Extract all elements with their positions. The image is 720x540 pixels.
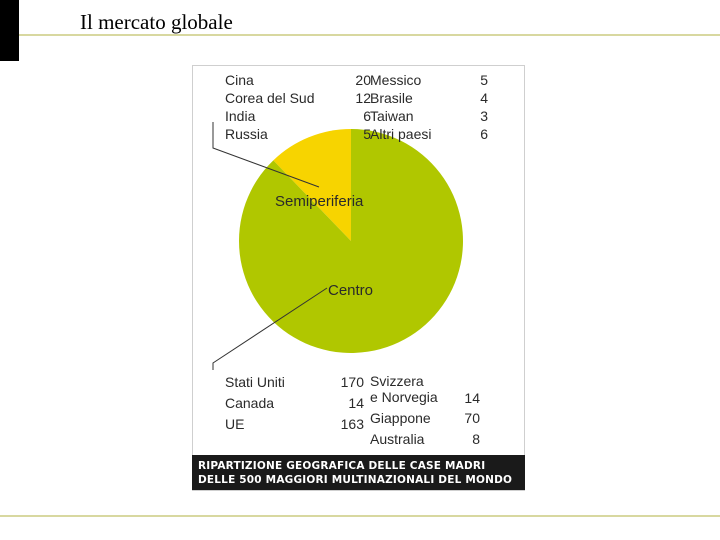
title-accent-bar — [0, 0, 19, 61]
country-value: 3 — [480, 108, 488, 124]
country-value: 5 — [480, 72, 488, 88]
slice-label-centro: Centro — [328, 282, 374, 299]
footer-divider — [0, 515, 720, 517]
country-name: Corea del Sud — [225, 90, 315, 106]
title-divider — [19, 34, 720, 36]
country-name: Altri paesi — [370, 126, 432, 142]
country-name: Canada — [225, 395, 275, 411]
country-name: Taiwan — [370, 108, 414, 124]
country-name: Brasile — [370, 90, 413, 106]
country-value: 163 — [340, 416, 364, 432]
country-value: 14 — [464, 390, 480, 406]
country-value: 5 — [363, 126, 371, 142]
country-value: 8 — [472, 431, 480, 447]
slice-label-semiperiferia: Semiperiferia — [275, 193, 364, 210]
country-name: Messico — [370, 72, 422, 88]
country-value: 70 — [464, 410, 480, 426]
country-name: Australia — [370, 431, 425, 447]
country-name: India — [225, 108, 256, 124]
country-value: 12 — [355, 90, 371, 106]
country-name: Giappone — [370, 410, 431, 426]
country-name: Russia — [225, 126, 268, 142]
chart-caption — [192, 455, 525, 490]
caption-line: DELLE 500 MAGGIORI MULTINAZIONALI DEL MONDO — [198, 474, 513, 486]
slide-title: Il mercato globale — [80, 10, 233, 34]
country-value: 170 — [340, 374, 364, 390]
country-value: 20 — [355, 72, 371, 88]
caption-line: RIPARTIZIONE GEOGRAFICA DELLE CASE MADRI — [198, 460, 486, 472]
country-value: 14 — [348, 395, 364, 411]
country-value: 6 — [480, 126, 488, 142]
country-value: 4 — [480, 90, 488, 106]
pie-chart-figure — [192, 65, 525, 491]
country-name: Stati Uniti — [225, 374, 285, 390]
country-value: 6 — [363, 108, 371, 124]
pie-slice-centro — [239, 129, 463, 353]
country-name: Cina — [225, 72, 254, 88]
country-name: UE — [225, 416, 245, 432]
country-name: Svizzera e Norvegia — [370, 373, 438, 405]
pie-slices — [239, 129, 463, 353]
